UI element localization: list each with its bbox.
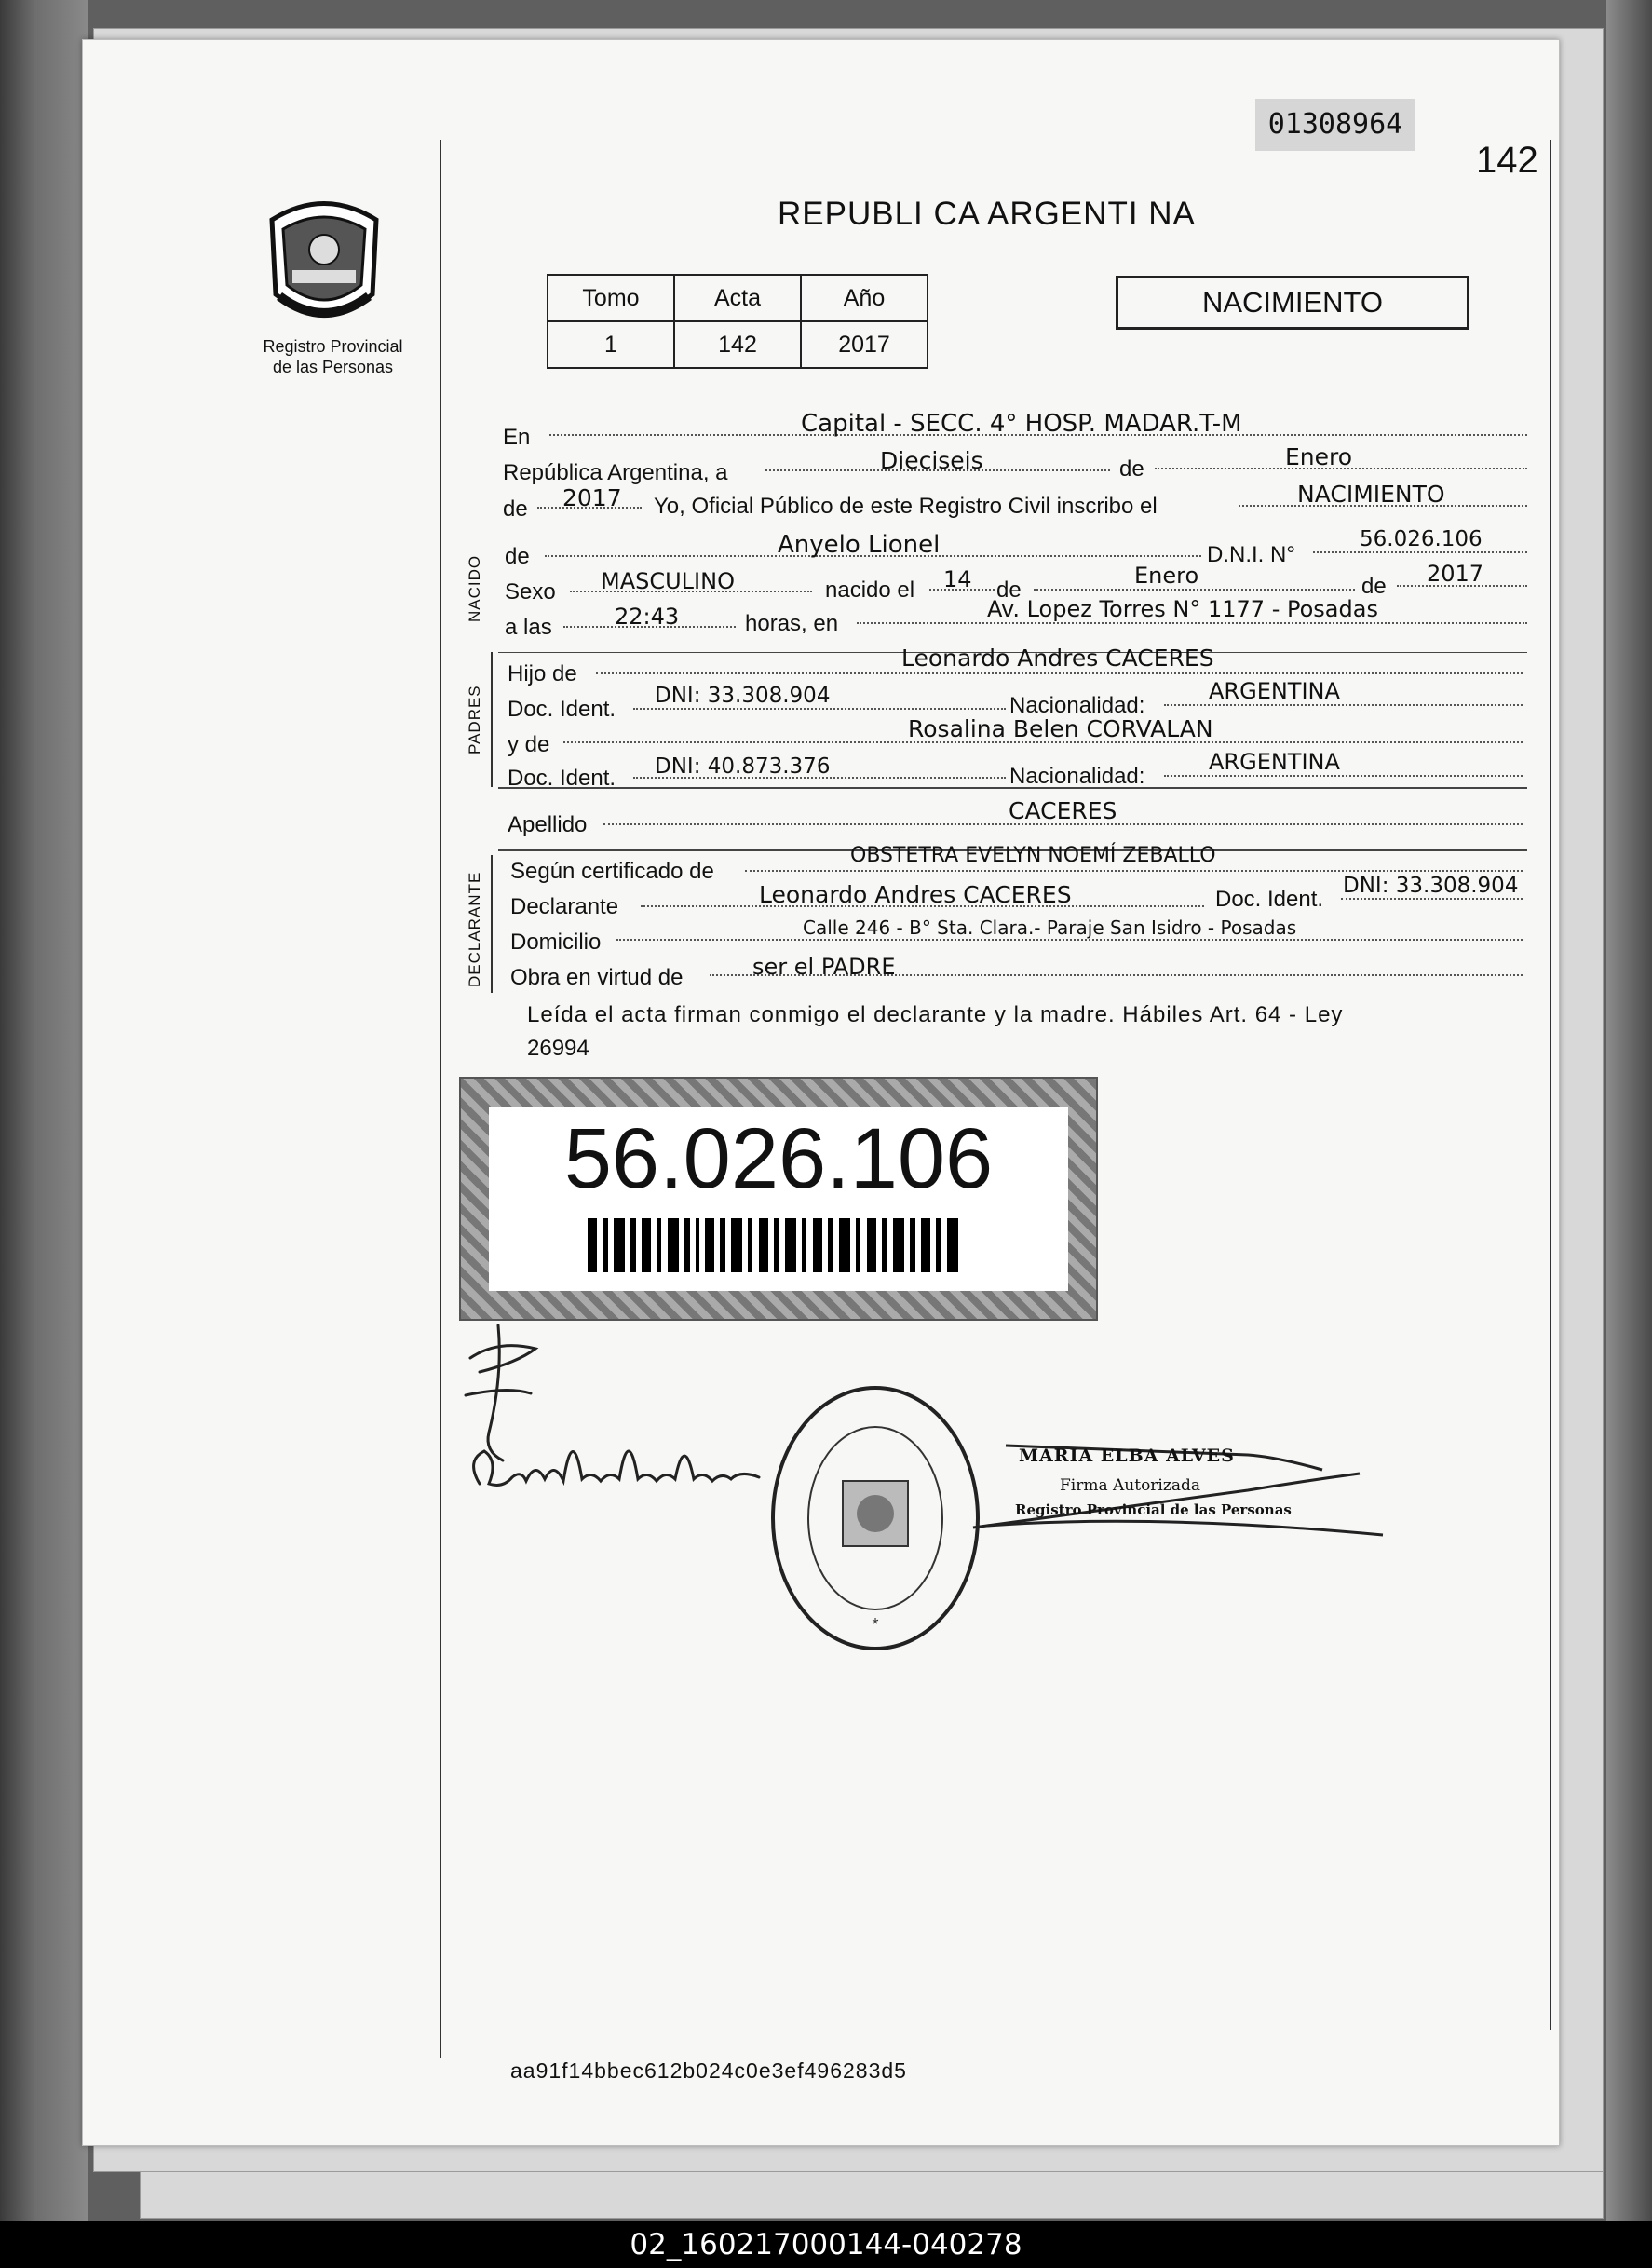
footer-filename: 02_160217000144-040278 xyxy=(0,2221,1652,2268)
table-value-tomo: 1 xyxy=(548,321,674,368)
label-dni: D.N.I. N° xyxy=(1207,542,1295,567)
label-horas-en: horas, en xyxy=(745,611,839,636)
field-mes: Enero xyxy=(1285,443,1353,470)
right-margin-line xyxy=(1550,140,1551,2030)
official-stamp-icon xyxy=(764,1378,987,1658)
label-yo: Yo, Oficial Público de este Registro Civil inscribo el xyxy=(654,494,1158,519)
signature-mother-icon xyxy=(461,1321,778,1507)
field-sexo: MASCULINO xyxy=(601,568,735,594)
official-org: Registro Provincial de las Personas xyxy=(1015,1501,1292,1518)
field-nac-anio: 2017 xyxy=(1427,561,1484,587)
closing-text-1: Leída el acta firman conmigo el declarante y la madre. Hábiles Art. 64 - Ley xyxy=(527,1002,1344,1027)
field-dni: 56.026.106 xyxy=(1360,527,1483,551)
label-de: de xyxy=(1119,456,1144,482)
official-title: Firma Autorizada xyxy=(1060,1476,1200,1495)
field-padre-doc: DNI: 33.308.904 xyxy=(655,684,831,708)
side-label-nacido: NACIDO xyxy=(466,554,483,622)
field-tipo: NACIMIENTO xyxy=(1297,481,1445,508)
registry-name-line1: Registro Provincial xyxy=(263,337,403,356)
field-domicilio: Calle 246 - B° Sta. Clara.- Paraje San Isidro - Posadas xyxy=(803,917,1297,939)
dotted-line xyxy=(857,622,1527,624)
country-title: REPUBLI CA ARGENTI NA xyxy=(778,196,1196,232)
field-anio: 2017 xyxy=(562,484,622,511)
closing-text-2: 26994 xyxy=(527,1036,589,1061)
field-declarante-doc: DNI: 33.308.904 xyxy=(1343,874,1519,898)
field-certificado: OBSTETRA EVELYN NOEMÍ ZEBALLO xyxy=(850,844,1216,867)
bracket-declarante xyxy=(491,855,493,993)
label-doc-ident2: Doc. Ident. xyxy=(508,766,616,791)
field-lugar: Capital - SECC. 4° HOSP. MADAR.T-M xyxy=(801,410,1242,438)
field-padre: Leonardo Andres CACERES xyxy=(901,645,1214,672)
label-segun: Según certificado de xyxy=(510,859,714,884)
page-number: 142 xyxy=(1476,140,1538,181)
dotted-line xyxy=(1034,589,1355,591)
background-right xyxy=(1606,0,1652,2221)
field-nac-mes: Enero xyxy=(1134,563,1199,589)
province-seal xyxy=(263,192,386,332)
background-left xyxy=(0,0,88,2221)
side-label-padres: PADRES xyxy=(466,685,483,754)
label-de-nombre: de xyxy=(505,544,530,569)
field-madre-doc: DNI: 40.873.376 xyxy=(655,754,831,779)
field-nac-dia: 14 xyxy=(943,566,972,592)
field-dia: Dieciseis xyxy=(880,447,983,474)
label-obra: Obra en virtud de xyxy=(510,965,684,990)
field-declarante: Leonardo Andres CACERES xyxy=(759,881,1072,908)
label-declarante: Declarante xyxy=(510,894,619,919)
dotted-line xyxy=(633,708,1006,710)
barcode-icon xyxy=(588,1218,960,1272)
label-nacionalidad: Nacionalidad: xyxy=(1009,693,1145,718)
label-de-anio: de xyxy=(1361,574,1387,599)
record-type-box: NACIMIENTO xyxy=(1116,276,1469,330)
field-madre: Rosalina Belen CORVALAN xyxy=(908,715,1213,742)
label-apellido: Apellido xyxy=(508,812,588,837)
label-republica: República Argentina, a xyxy=(503,460,728,485)
label-de-mes: de xyxy=(996,577,1022,603)
label-hijo-de: Hijo de xyxy=(508,661,577,686)
field-madre-nac: ARGENTINA xyxy=(1209,749,1340,775)
label-de2: de xyxy=(503,496,528,522)
label-sexo: Sexo xyxy=(505,579,556,604)
registry-name-line2: de las Personas xyxy=(272,358,394,376)
dni-sticker xyxy=(459,1077,1098,1321)
dotted-line xyxy=(616,939,1523,941)
label-nacido-el: nacido el xyxy=(825,577,915,603)
dni-sticker-number: 56.026.106 xyxy=(563,1111,994,1206)
label-en: En xyxy=(503,425,531,450)
svg-text:*: * xyxy=(872,1615,879,1634)
label-a-las: a las xyxy=(505,615,552,640)
document-hash: aa91f14bbec612b024c0e3ef496283d5 xyxy=(510,2058,907,2083)
field-lugar-nac: Av. Lopez Torres N° 1177 - Posadas xyxy=(987,596,1378,622)
province-seal-icon xyxy=(263,192,386,332)
field-obra: ser el PADRE xyxy=(752,954,896,980)
dni-sticker-label xyxy=(489,1107,1068,1291)
dotted-line xyxy=(1313,551,1527,553)
field-padre-nac: ARGENTINA xyxy=(1209,678,1340,704)
dotted-line xyxy=(596,672,1523,674)
label-doc-ident: Doc. Ident. xyxy=(508,697,616,722)
serial-stamp: 01308964 xyxy=(1255,99,1415,151)
table-header-tomo: Tomo xyxy=(548,275,674,321)
dotted-line xyxy=(1341,898,1523,900)
label-y-de: y de xyxy=(508,732,550,757)
dotted-line xyxy=(1164,775,1523,777)
field-hora: 22:43 xyxy=(615,604,680,630)
table-value-anio: 2017 xyxy=(801,321,928,368)
table-header-acta: Acta xyxy=(674,275,801,321)
label-doc-ident3: Doc. Ident. xyxy=(1215,887,1324,912)
side-label-declarante: DECLARANTE xyxy=(466,871,483,987)
dotted-line xyxy=(1164,704,1523,706)
label-nacionalidad2: Nacionalidad: xyxy=(1009,764,1145,789)
record-table xyxy=(547,274,928,369)
label-domicilio: Domicilio xyxy=(510,930,602,955)
dotted-line xyxy=(745,870,1523,872)
bracket-padres xyxy=(491,657,493,787)
official-name: MARIA ELBA ALVES xyxy=(1019,1446,1235,1466)
field-nombre: Anyelo Lionel xyxy=(778,531,941,559)
field-apellido: CACERES xyxy=(1009,797,1117,824)
left-margin-line xyxy=(440,140,441,2058)
table-value-acta: 142 xyxy=(674,321,801,368)
table-header-anio: Año xyxy=(801,275,928,321)
